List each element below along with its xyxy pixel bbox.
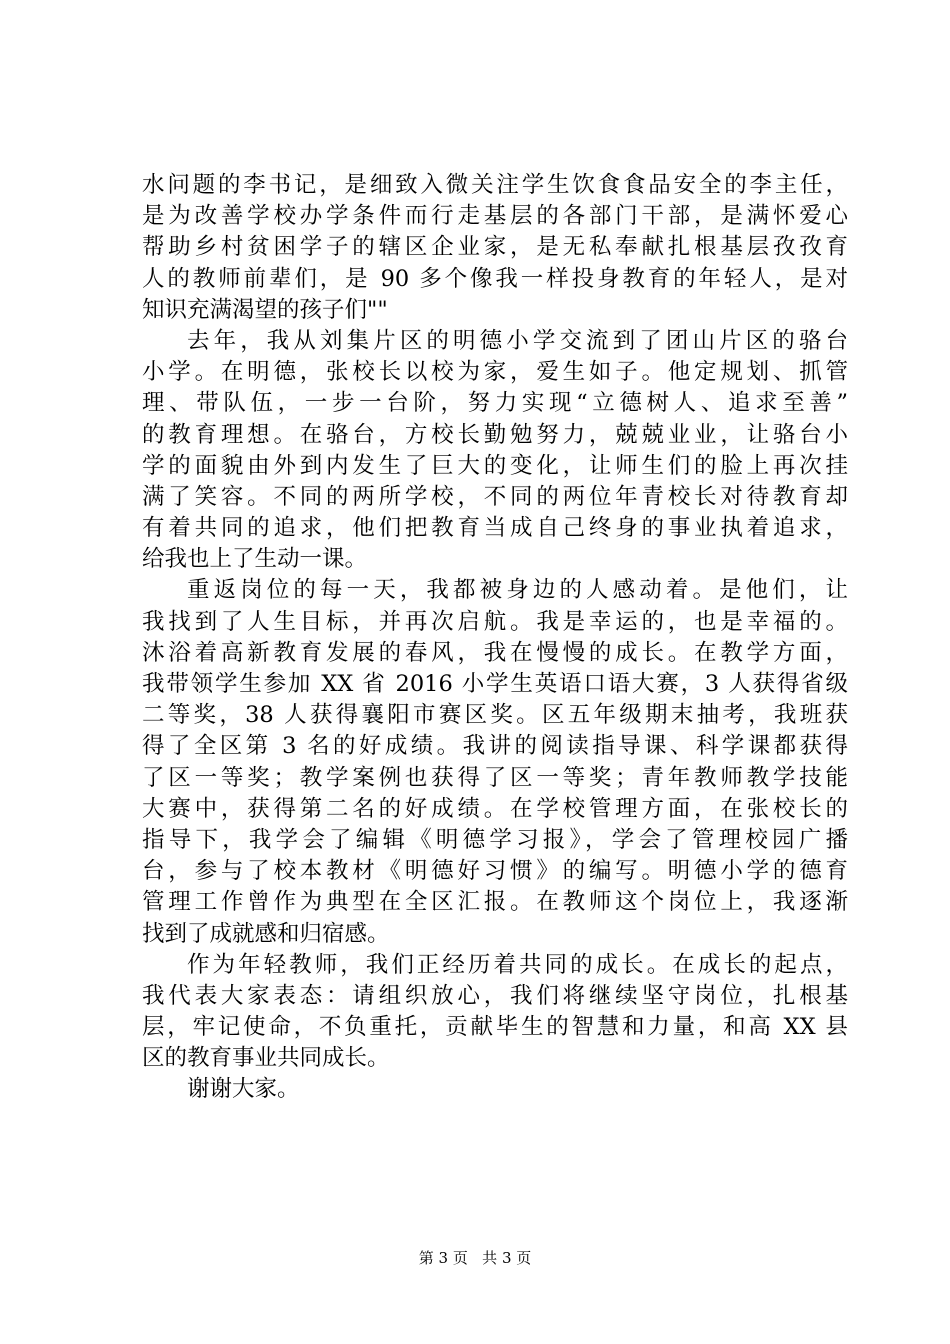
text-line: 指导下，我学会了编辑《明德学习报》，学会了管理校园广播: [142, 826, 848, 853]
text-line: 水问题的李书记，是细致入微关注学生饮食食品安全的李主任，: [142, 172, 848, 198]
page-number: 第 3 页: [418, 1249, 468, 1267]
paragraph-5: [142, 1074, 848, 1105]
text-line: 了区一等奖；教学案例也获得了区一等奖；青年教师教学技能: [142, 764, 848, 791]
text-line: 我代表大家表态：请组织放心，我们将继续坚守岗位，扎根基: [142, 982, 848, 1009]
text-line: 谢谢大家。: [187, 1076, 300, 1103]
text-line: 重返岗位的每一天，我都被身边的人感动着。是他们，让: [187, 577, 848, 604]
text-line: 沐浴着高新教育发展的春风，我在慢慢的成长。在教学方面，: [142, 639, 848, 666]
text-line: 层，牢记使命，不负重托，贡献毕生的智慧和力量，和高 XX 县: [142, 1014, 848, 1041]
text-line: 管理工作曾作为典型在全区汇报。在教师这个岗位上，我逐渐: [142, 889, 848, 916]
text-line: 是为改善学校办学条件而行走基层的各部门干部，是满怀爱心: [142, 203, 848, 230]
paragraph-1: [142, 170, 848, 326]
paragraph-2: [142, 326, 848, 576]
text-line: 得了全区第 3 名的好成绩。我讲的阅读指导课、科学课都获得: [142, 733, 848, 760]
page-separator: [473, 1249, 478, 1267]
document-body: [142, 170, 848, 1106]
paragraph-4: [142, 950, 848, 1075]
text-line: 我找到了人生目标，并再次启航。我是幸运的，也是幸福的。: [142, 608, 848, 635]
text-line: 大赛中，获得第二名的好成绩。在学校管理方面，在张校长的: [142, 795, 848, 822]
text-line: 满了笑容。不同的两所学校，不同的两位年青校长对待教育却: [142, 483, 848, 510]
text-line: 学的面貌由外到内发生了巨大的变化，让师生们的脸上再次挂: [142, 452, 848, 479]
text-line: 区的教育事业共同成长。: [142, 1045, 390, 1072]
text-line: 台，参与了校本教材《明德好习惯》的编写。明德小学的德育: [142, 858, 848, 885]
text-line: 理、带队伍，一步一台阶，努力实现“立德树人、追求至善”: [142, 390, 848, 417]
text-line: 知识充满渴望的孩子们"": [142, 296, 388, 323]
text-line: 人的教师前辈们，是 90 多个像我一样投身教育的年轻人，是对: [142, 265, 848, 292]
page-total: 共 3 页: [482, 1249, 532, 1267]
page-footer: [0, 1248, 950, 1268]
text-line: 找到了成就感和归宿感。: [142, 920, 390, 947]
text-line: 去年，我从刘集片区的明德小学交流到了团山片区的骆台: [187, 327, 848, 354]
text-line: 有着共同的追求，他们把教育当成自己终身的事业执着追求，: [142, 515, 848, 542]
text-line: 我带领学生参加 XX 省 2016 小学生英语口语大赛，3 人获得省级: [142, 671, 848, 697]
text-line: 帮助乡村贫困学子的辖区企业家，是无私奉献扎根基层孜孜育: [142, 234, 848, 261]
paragraph-3: [142, 575, 848, 949]
text-line: 小学。在明德，张校长以校为家，爱生如子。他定规划、抓管: [142, 359, 848, 386]
text-line: 二等奖，38 人获得襄阳市赛区奖。区五年级期末抽考，我班获: [142, 702, 848, 729]
text-line: 的教育理想。在骆台，方校长勤勉努力，兢兢业业，让骆台小: [142, 421, 848, 448]
text-line: 作为年轻教师，我们正经历着共同的成长。在成长的起点，: [187, 951, 848, 978]
text-line: 给我也上了生动一课。: [142, 546, 368, 573]
